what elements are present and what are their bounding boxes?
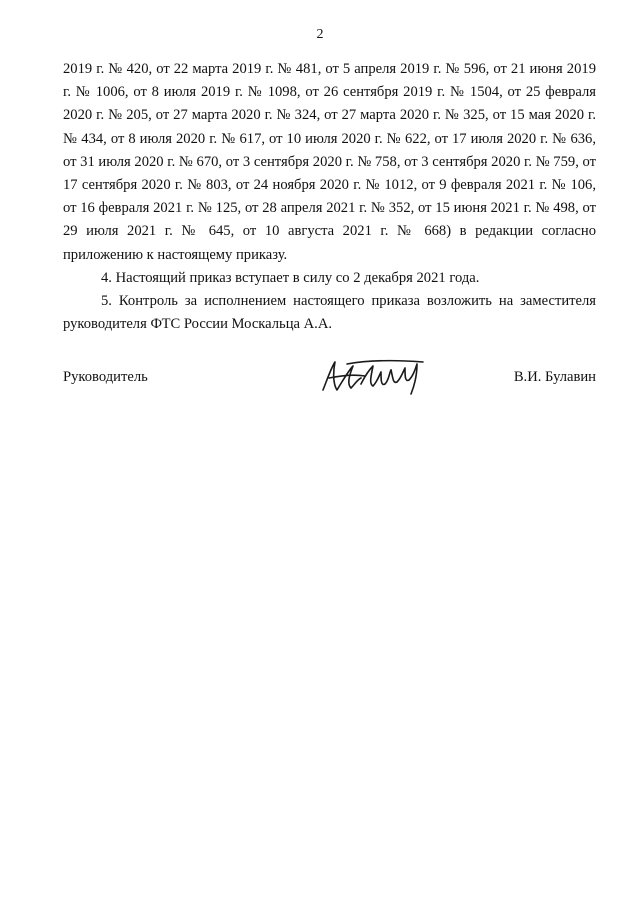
signer-title: Руководитель (63, 369, 148, 385)
handwritten-signature (319, 354, 431, 398)
paragraph-item-5: 5. Контроль за исполнением настоящего приказа возложить на заместителя руководителя ФТС России Москальца А.А. (63, 293, 596, 333)
paragraph-item-4: 4. Настоящий приказ вступает в силу со 2 декабря 2021 года. (101, 269, 480, 286)
page-number: 2 (316, 27, 324, 42)
paragraph-amendment-list: 2019 г. № 420, от 22 марта 2019 г. № 481, от 5 апреля 2019 г. № 596, от 21 июня 2019 г. № 1006, от 8 июля 2019 г. № 1098, от 26 сентября 2019 г. № 1504, от 25 февраля 2020 г. № 205, от 27 марта 2020 г. № 324, от 27 марта 2020 г. № 325, от 15 мая 2020 г. № 434, от 8 июля 2020 г. № 617, от 10 июля 2020 г. № 622, от 17 июля 2020 г. № 636, от 31 июля 2020 г. № 670, от 3 сентября 2020 г. № 758, от 3 сентября 2020 г. № 759, от 17 сентября 2020 г. № 803, от 24 ноября 2020 г. № 1012, от 9 февраля 2021 г. № 106, от 16 февраля 2021 г. № 125, от 28 апреля 2021 г. № 352, от 15 июня 2021 г. № 498, от 29 июля 2021 г. № 645, от 10 августа 2021 г. № 668) в редакции согласно приложению к настоящему приказу. (63, 61, 596, 263)
signer-name: В.И. Булавин (513, 369, 596, 385)
signature-block (63, 354, 596, 404)
document-body (63, 58, 596, 336)
